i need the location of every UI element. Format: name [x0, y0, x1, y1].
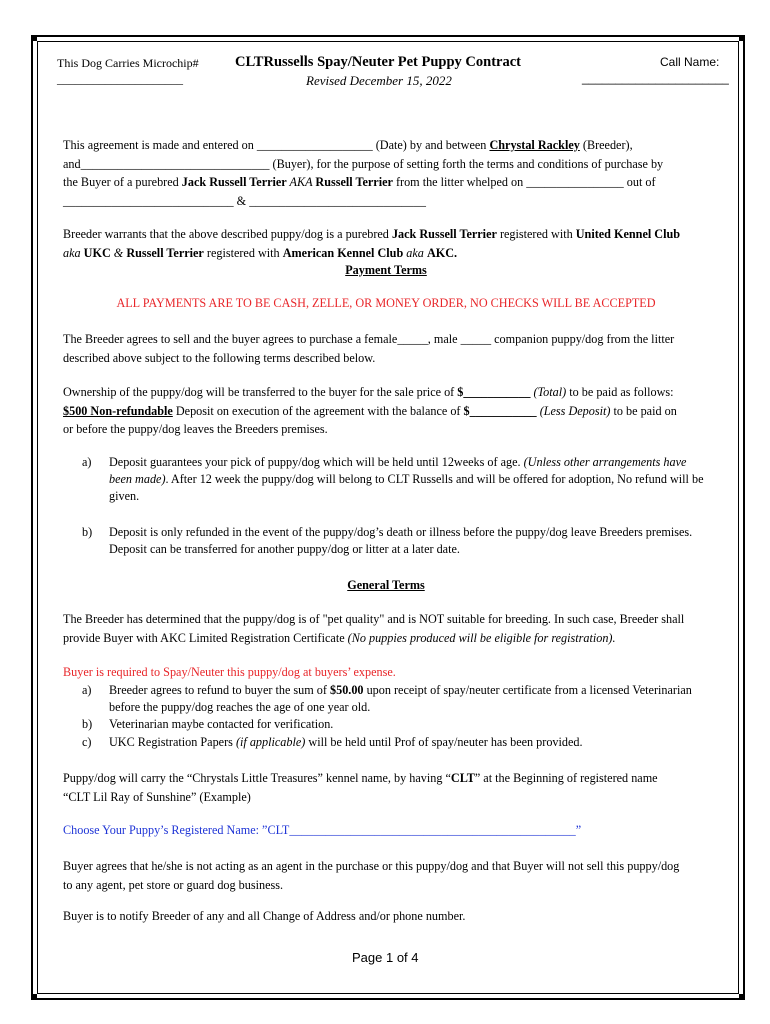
notify-clause: Buyer is to notify Breeder of any and all Change of Address and/or phone number. — [63, 909, 466, 923]
pet-quality: The Breeder has determined that the puppy/dog is of "pet quality" and is NOT suitable for breeding. In such case, Breeder shall provide Buyer with AKC Limited Registration Certificate (No puppies produced will be eligible for registration). — [63, 612, 685, 645]
list-item: b) Deposit is only refunded in the event of the puppy/dog’s death or illness before the puppy/dog leave Breeders premises. Deposit can be transferred for another puppy/dog or litter at a later date. — [82, 525, 693, 556]
agree-to-sell: The Breeder agrees to sell and the buyer agrees to purchase a female_____, male _____ companion puppy/dog from the litter described above subject to the following terms described below. — [63, 332, 675, 365]
spay-neuter-notice: Buyer is required to Spay/Neuter this puppy/dog at buyers’ expense. — [63, 665, 396, 679]
call-name-blank[interactable]: ______________________ — [582, 71, 729, 85]
agreement-intro: This agreement is made and entered on ___________________ (Date) by and between Chrystal Rackley (Breeder), and_______________________________ (Buyer), for the purpose of setting forth the terms and conditions of purchase by the Buyer of a purebred Jack Russell Terrier AKA Russell Terrier from the litter whelped on ________________ out of ____________________________ & _____________________________ — [63, 138, 664, 208]
deposit-amount: $500 Non-refundable — [63, 403, 173, 418]
call-name-label: Call Name: — [660, 55, 720, 69]
border-corner — [739, 35, 745, 41]
list-item: a) Deposit guarantees your pick of puppy/dog which will be held until 12weeks of age. (Unless other arrangements have been made). After 12 week the puppy/dog will belong to CLT Russells and will be offered for adoption, No refund will be given. — [82, 455, 704, 503]
registered-name-field[interactable]: Choose Your Puppy’s Registered Name: ”CLT_______________________________________________” — [63, 823, 582, 837]
breeder-name: Chrystal Rackley — [489, 138, 580, 152]
agent-clause: Buyer agrees that he/she is not acting as an agent in the purchase or this puppy/dog and that Buyer will not sell this puppy/dog to any agent, pet store or guard dog business. — [63, 859, 680, 892]
revised-date: Revised December 15, 2022 — [306, 73, 452, 88]
list-item: c) UKC Registration Papers (if applicable) will be held until Prof of spay/neuter has been provided. — [82, 735, 583, 749]
list-item: b) Veterinarian maybe contacted for verification. — [82, 717, 334, 731]
kennel-name: Puppy/dog will carry the “Chrystals Little Treasures” kennel name, by having “CLT” at the Beginning of registered name “CLT Lil Ray of Sunshine” (Example) — [63, 771, 658, 804]
ownership-transfer: Ownership of the puppy/dog will be transferred to the buyer for the sale price of $___________ (Total) to be paid as follows: $500 Non-refundable Deposit on execution of the agreement with the balance of $___________ (Less Deposit) to be paid on or before the puppy/dog leaves the Breeders premises. — [63, 385, 677, 436]
breeder-warranty: Breeder warrants that the above described puppy/dog is a purebred Jack Russell Terrier registered with United Kennel Club aka UKC & Russell Terrier registered with American Kennel Club aka AKC. — [63, 227, 681, 260]
border-corner — [31, 35, 37, 41]
document-title: CLTRussells Spay/Neuter Pet Puppy Contract — [235, 54, 521, 70]
payment-notice: ALL PAYMENTS ARE TO BE CASH, ZELLE, OR MONEY ORDER, NO CHECKS WILL BE ACCEPTED — [116, 296, 656, 310]
microchip-label: This Dog Carries Microchip# — [57, 56, 199, 70]
general-terms-heading: General Terms — [347, 578, 425, 592]
list-item: a) Breeder agrees to refund to buyer the sum of $50.00 upon receipt of spay/neuter certificate from a licensed Veterinarian before the puppy/dog reaches the age of one year old. — [82, 683, 692, 714]
page-number: Page 1 of 4 — [352, 950, 419, 965]
payment-terms-heading: Payment Terms — [345, 263, 427, 277]
border-corner — [31, 994, 37, 1000]
border-corner — [739, 994, 745, 1000]
microchip-blank[interactable]: _____________________ — [57, 72, 183, 86]
